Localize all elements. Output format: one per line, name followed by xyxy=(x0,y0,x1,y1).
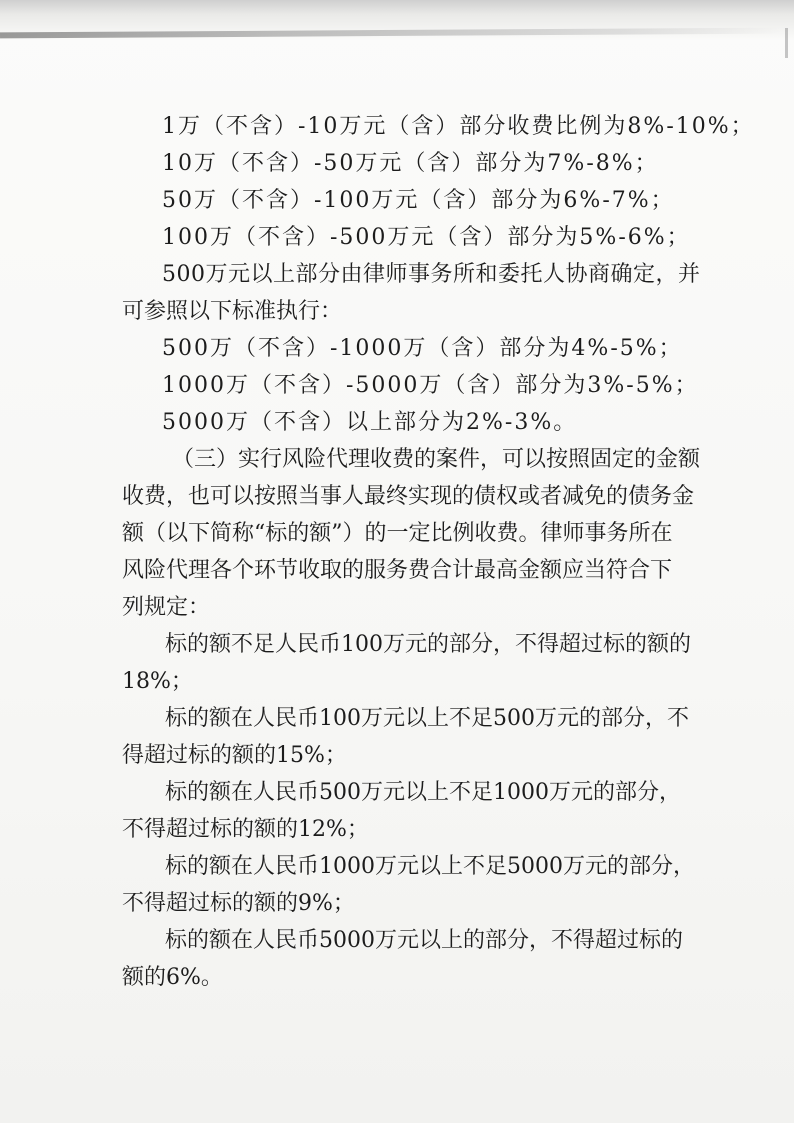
cap-rule-4-cont: 不得超过标的额的9%； xyxy=(122,891,355,916)
cap-rule-3-cont: 不得超过标的额的12%； xyxy=(122,817,369,842)
fee-line-6: 可参照以下标准执行： xyxy=(122,299,343,324)
cap-rule-2-cont: 得超过标的额的15%； xyxy=(122,743,347,768)
cap-rule-1: 标的额不足人民币100万元的部分，不得超过标的额的 xyxy=(165,632,691,657)
fee-line-2: 10万（不含）-50万元（含）部分为7%-8%； xyxy=(162,151,659,176)
cap-rule-5-cont: 额的6%。 xyxy=(122,965,223,990)
cap-rule-5: 标的额在人民币5000万元以上的部分，不得超过标的 xyxy=(165,928,683,953)
fee-line-4: 100万（不含）-500万元（含）部分为5%-6%； xyxy=(162,225,691,250)
fee-line-5: 500万元以上部分由律师事务所和委托人协商确定，并 xyxy=(162,262,701,287)
fee-line-1: 1万（不含）-10万元（含）部分收费比例为8%-10%； xyxy=(162,114,755,139)
risk-agency-line-5: 列规定： xyxy=(122,595,211,620)
cap-rule-3: 标的额在人民币500万元以上不足1000万元的部分， xyxy=(165,780,681,805)
fee-line-3: 50万（不含）-100万元（含）部分为6%-7%； xyxy=(162,188,675,213)
cap-rule-4: 标的额在人民币1000万元以上不足5000万元的部分， xyxy=(165,854,695,879)
scan-right-edge xyxy=(785,28,788,58)
risk-agency-line-2: 收费，也可以按照当事人最终实现的债权或者减免的债务金 xyxy=(122,484,695,509)
fee-line-8: 1000万（不含）-5000万（含）部分为3%-5%； xyxy=(162,373,699,398)
risk-agency-paragraph-start: （三）实行风险代理收费的案件，可以按照固定的金额 xyxy=(172,447,701,472)
cap-rule-2: 标的额在人民币100万元以上不足500万元的部分，不 xyxy=(165,706,689,731)
fee-line-9: 5000万（不含）以上部分为2%-3%。 xyxy=(162,410,578,435)
document-body xyxy=(122,108,755,996)
risk-agency-line-3: 额（以下简称“标的额”）的一定比例收费。律师事务所在 xyxy=(122,521,673,546)
risk-agency-line-4: 风险代理各个环节收取的服务费合计最高金额应当符合下 xyxy=(122,558,673,583)
fee-line-7: 500万（不含）-1000万（含）部分为4%-5%； xyxy=(162,336,683,361)
cap-rule-1-cont: 18%； xyxy=(122,669,193,694)
